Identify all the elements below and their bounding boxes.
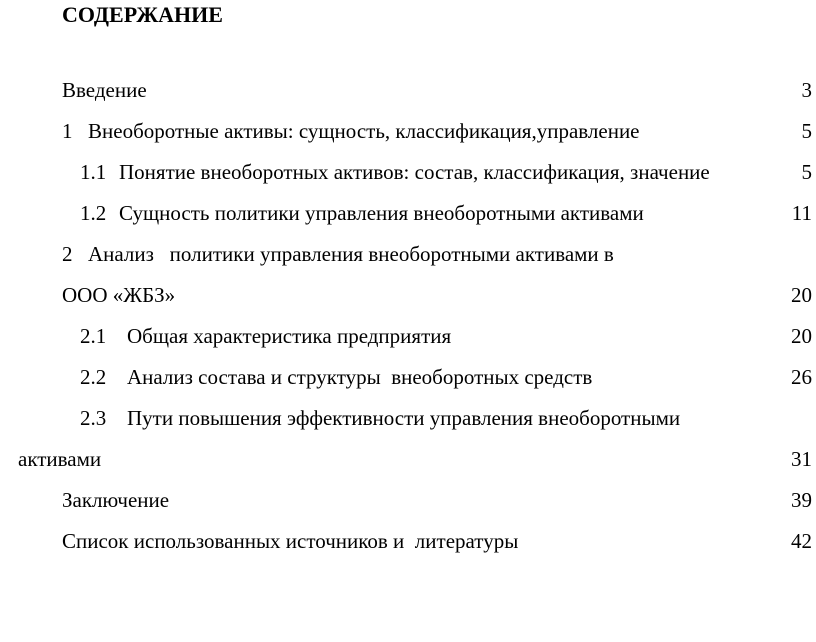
toc-entry-number: 1	[62, 119, 73, 143]
toc-entry-page: 39	[791, 488, 812, 512]
toc-entry-text: Заключение	[62, 488, 170, 512]
toc-entry-page: 20	[791, 283, 812, 307]
toc-entry-section-2-2	[80, 365, 592, 389]
toc-title: СОДЕРЖАНИЕ	[62, 2, 223, 27]
toc-entry-section-2-3-continuation	[18, 447, 101, 471]
toc-entry-text: Внеоборотные активы: сущность, классификация,управление	[88, 119, 640, 143]
toc-entry-text: Понятие внеоборотных активов: состав, классификация, значение	[119, 160, 710, 184]
toc-entry-number: 2	[62, 242, 73, 266]
toc-entry-section-2-3	[80, 406, 680, 430]
toc-entry-text: ООО «ЖБЗ»	[62, 283, 176, 307]
toc-entry-chapter-1	[62, 119, 640, 143]
toc-entry-number: 2.3	[80, 406, 107, 430]
toc-entry-number: 2.1	[80, 324, 107, 348]
toc-entry-text: Анализ состава и структуры внеоборотных средств	[127, 365, 593, 389]
toc-entry-number: 2.2	[80, 365, 107, 389]
toc-entry-section-1-1	[80, 160, 710, 184]
toc-entry-page: 31	[791, 447, 812, 471]
toc-entry-section-1-2	[80, 201, 644, 225]
toc-entry-chapter-2	[62, 242, 614, 266]
toc-entry-page: 42	[791, 529, 812, 553]
toc-entry-number: 1.1	[80, 160, 107, 184]
toc-entry-text: Сущность политики управления внеоборотными активами	[119, 201, 644, 225]
toc-entry-number: 1.2	[80, 201, 107, 225]
toc-entry-conclusion	[62, 488, 169, 512]
toc-entry-page: 11	[791, 201, 812, 225]
toc-entry-section-2-1	[80, 324, 451, 348]
toc-entry-page: 5	[801, 160, 812, 184]
toc-entry-text: Общая характеристика предприятия	[127, 324, 452, 348]
toc-entry-introduction	[62, 78, 147, 102]
toc-entry-text: активами	[18, 447, 102, 471]
toc-entry-text: Введение	[62, 78, 147, 102]
toc-entry-page: 26	[791, 365, 812, 389]
toc-entry-text: Список использованных источников и литературы	[62, 529, 519, 553]
toc-entry-bibliography	[62, 529, 518, 553]
toc-entry-page: 3	[801, 78, 812, 102]
toc-entry-page: 5	[801, 119, 812, 143]
toc-entry-text: Анализ политики управления внеоборотными активами в	[88, 242, 614, 266]
toc-entry-chapter-2-continuation	[62, 283, 175, 307]
toc-entry-text: Пути повышения эффективности управления внеоборотными	[127, 406, 681, 430]
toc-entry-page: 20	[791, 324, 812, 348]
